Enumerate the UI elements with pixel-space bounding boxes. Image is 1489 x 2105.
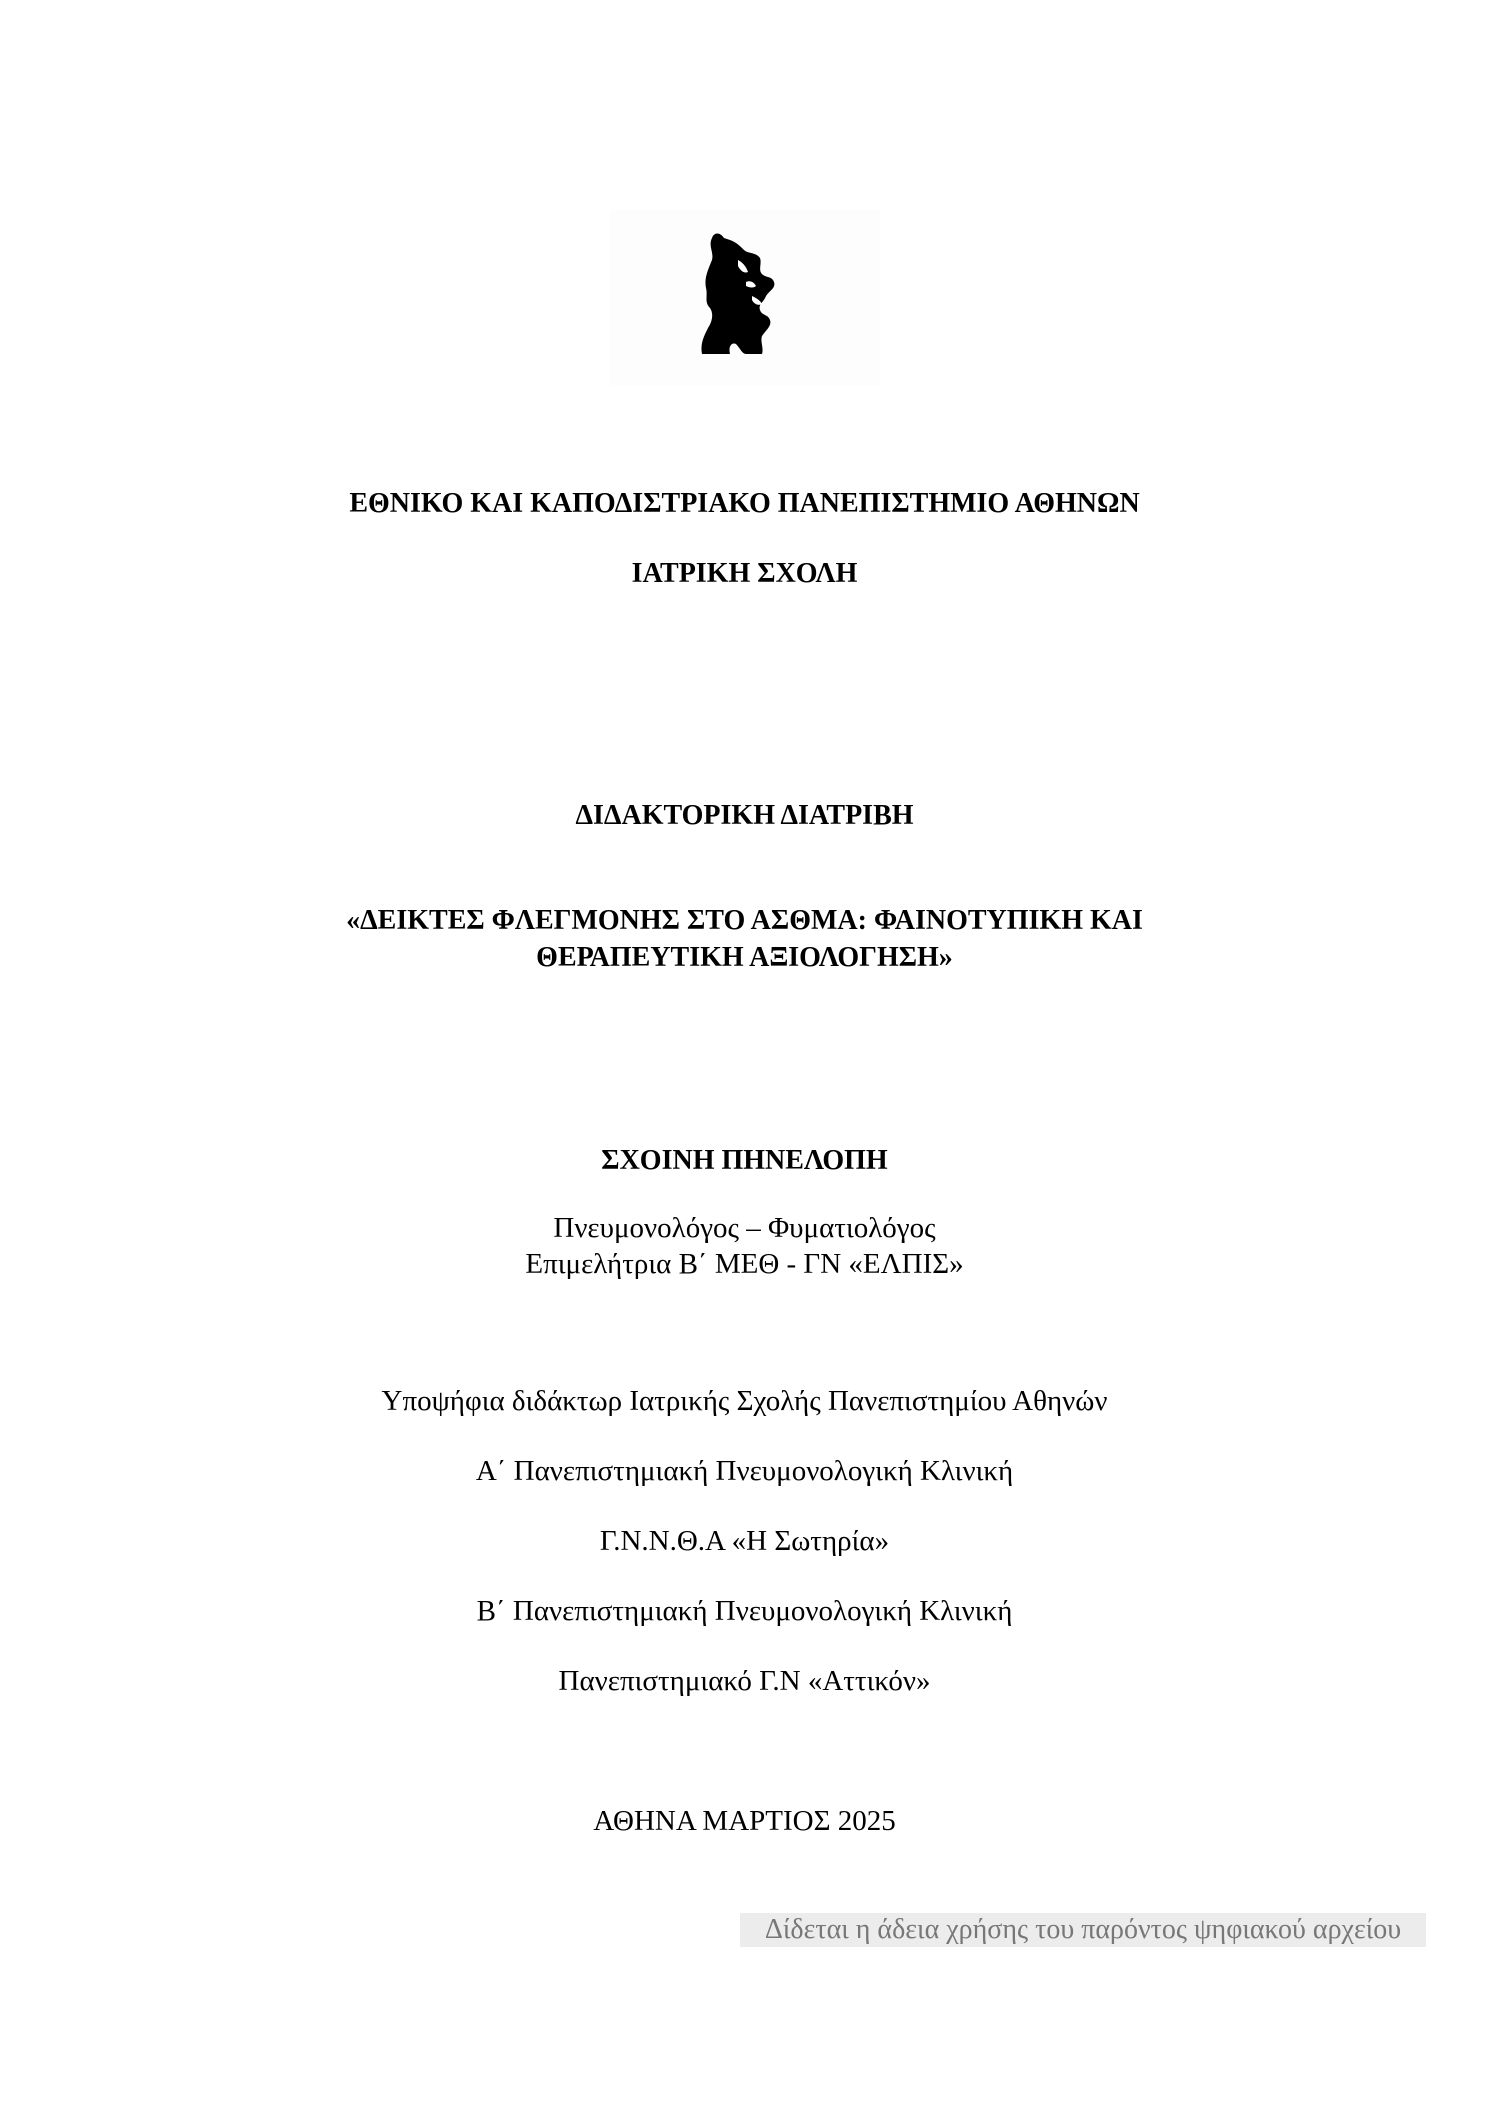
permission-stamp: Δίδεται η άδεια χρήσης του παρόντος ψηφιακού αρχείου [740,1913,1426,1947]
university-name: ΕΘΝΙΚΟ ΚΑΙ ΚΑΠΟΔΙΣΤΡΙΑΚΟ ΠΑΝΕΠΙΣΤΗΜΙΟ ΑΘΗΝΩΝ [349,488,1140,519]
university-logo [610,210,880,386]
author-specialty: Πνευμονολόγος – Φυματιολόγος [553,1212,936,1244]
author-position: Επιμελήτρια Β΄ ΜΕΘ - ΓΝ «ΕΛΠΙΣ» [525,1248,964,1280]
affiliation-line: Γ.Ν.Ν.Θ.Α «Η Σωτηρία» [599,1525,890,1557]
school-name: ΙΑΤΡΙΚΗ ΣΧΟΛΗ [631,558,858,589]
place-and-date: ΑΘΗΝΑ ΜΑΡΤΙΟΣ 2025 [593,1805,896,1837]
affiliation-line: Υποψήφια διδάκτωρ Ιατρικής Σχολής Πανεπιστημίου Αθηνών [381,1385,1108,1417]
thesis-title-line-2: ΘΕΡΑΠΕΥΤΙΚΗ ΑΞΙΟΛΟΓΗΣΗ» [536,942,953,973]
athena-head-icon [690,230,790,360]
affiliation-line: Πανεπιστημιακό Γ.Ν «Αττικόν» [558,1665,931,1697]
affiliation-line: Α΄ Πανεπιστημιακή Πνευμονολογική Κλινική [475,1455,1014,1487]
affiliation-line: Β΄ Πανεπιστημιακή Πνευμονολογική Κλινική [476,1595,1013,1627]
author-name: ΣΧΟΙΝΗ ΠΗΝΕΛΟΠΗ [601,1145,888,1176]
thesis-title-line-1: «ΔΕΙΚΤΕΣ ΦΛΕΓΜΟΝΗΣ ΣΤΟ ΑΣΘΜΑ: ΦΑΙΝΟΤΥΠΙΚΗ ΚΑΙ [346,905,1143,936]
thesis-type: ΔΙΔΑΚΤΟΡΙΚΗ ΔΙΑΤΡΙΒΗ [575,800,914,831]
